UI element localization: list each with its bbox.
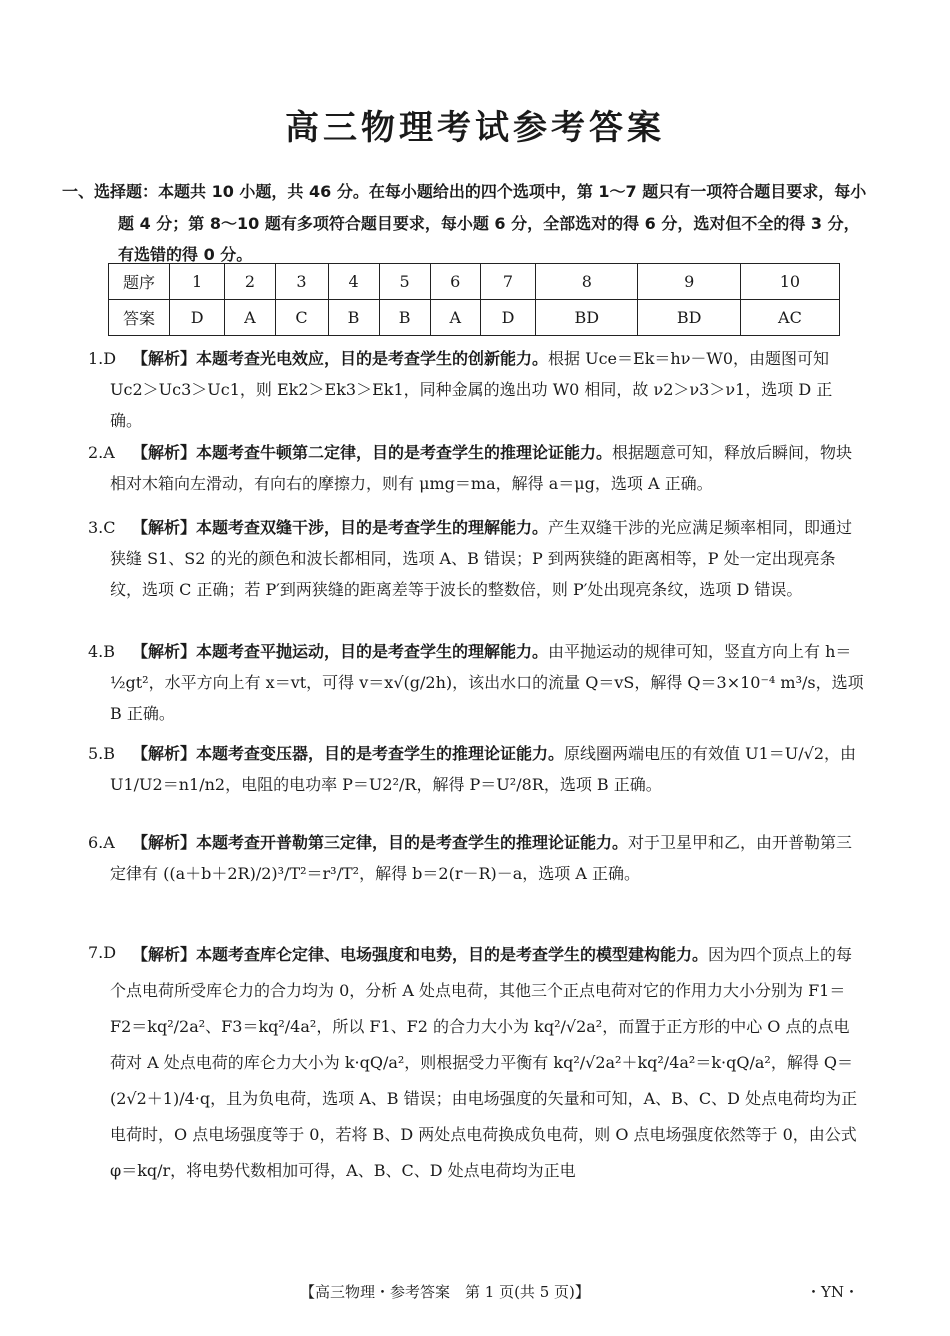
table-cell: B: [328, 300, 379, 336]
answer-item-3: [88, 512, 864, 605]
table-cell: 6: [430, 264, 480, 300]
item-number: 2.A: [88, 443, 115, 462]
answer-item-7: [88, 937, 864, 1189]
page-title: 高三物理考试参考答案: [285, 108, 665, 148]
answer-item-2: [88, 437, 864, 499]
answer-table: [108, 263, 840, 336]
answer-item-1: [88, 343, 864, 436]
item-number: 4.B: [88, 642, 116, 661]
item-text: 对于卫星甲和乙，由开普勒第三定律有 ((a＋b＋2R)/2)³/T²＝r³/T²，解得 b＝2(r－R)－a，选项 A 正确。: [110, 833, 853, 883]
item-text: 原线圈两端电压的有效值 U1＝U/√2，由 U1/U2＝n1/n2，电阻的电功率 P＝U2²/R，解得 P＝U²/8R，选项 B 正确。: [110, 744, 857, 794]
item-tag: 【解析】本题考查变压器，目的是考查学生的推理论证能力。: [132, 744, 565, 763]
table-cell: A: [430, 300, 480, 336]
table-cell: D: [170, 300, 225, 336]
item-text: 由平抛运动的规律可知，竖直方向上有 h＝½gt²，水平方向上有 x＝vt，可得 v＝x√(g/2h)，该出水口的流量 Q＝vS，解得 Q＝3×10⁻⁴ m³/s，选项 B 正确。: [110, 642, 864, 723]
item-text: 产生双缝干涉的光应满足频率相同，即通过狭缝 S1、S2 的光的颜色和波长都相同，选项 A、B 错误；P 到两狭缝的距离相等，P 处一定出现亮条纹，选项 C 正确；若 P′到两狭缝的距离差等于波长的整数倍，则 P′处出现亮条纹，选项 D 错误。: [110, 518, 853, 599]
table-row: [109, 300, 840, 336]
page-footer: 【高三物理・参考答案 第 1 页(共 5 页)】: [300, 1283, 590, 1301]
answer-item-5: [88, 738, 864, 800]
table-cell: 5: [379, 264, 430, 300]
item-text: 因为四个顶点上的每个点电荷所受库仑力的合力均为 0，分析 A 处点电荷，其他三个正点电荷对它的作用力大小分别为 F1＝F2＝kq²/2a²、F3＝kq²/4a²，所以 F1、F2 的合力大小为 kq²/√2a²，而置于正方形的中心 O 点的点电荷对 A 处点电荷的库仑力大小为 k·qQ/a²，则根据受力平衡有 kq²/√2a²＋kq²/4a²＝k·qQ/a²，解得 Q＝(2√2＋1)/4·q，且为负电荷，选项 A、B 错误；由电场强度的矢量和可知，A、B、C、D 处点电荷均为正电荷时，O 点电场强度等于 0，若将 B、D 两处点电荷换成负电荷，则 O 点电场强度依然等于 0，由公式 φ＝kq/r，将电势代数相加可得，A、B、C、D 处点电荷均为正电: [110, 945, 858, 1180]
table-cell: 2: [225, 264, 275, 300]
table-cell: C: [275, 300, 328, 336]
item-number: 6.A: [88, 833, 115, 852]
table-cell: 1: [170, 264, 225, 300]
table-row-label: 题序: [109, 264, 170, 300]
item-number: 1.D: [88, 349, 117, 368]
item-tag: 【解析】本题考查双缝干涉，目的是考查学生的理解能力。: [132, 518, 549, 537]
item-tag: 【解析】本题考查平抛运动，目的是考查学生的理解能力。: [132, 642, 549, 661]
table-row-label: 答案: [109, 300, 170, 336]
table-cell: 9: [638, 264, 740, 300]
table-cell: AC: [740, 300, 839, 336]
table-cell: BD: [638, 300, 740, 336]
table-cell: 8: [536, 264, 638, 300]
table-cell: 7: [480, 264, 535, 300]
table-cell: 4: [328, 264, 379, 300]
table-cell: 3: [275, 264, 328, 300]
item-tag: 【解析】本题考查库仑定律、电场强度和电势，目的是考查学生的模型建构能力。: [132, 945, 709, 964]
item-number: 7.D: [88, 943, 117, 962]
table-cell: D: [480, 300, 535, 336]
answer-item-6: [88, 827, 864, 889]
item-text: 根据题意可知，释放后瞬间，物块相对木箱向左滑动，有向右的摩擦力，则有 μmg＝ma，解得 a＝μg，选项 A 正确。: [110, 443, 853, 493]
page-code: ・YN・: [806, 1283, 860, 1301]
table-cell: 10: [740, 264, 839, 300]
item-tag: 【解析】本题考查光电效应，目的是考查学生的创新能力。: [132, 349, 549, 368]
table-cell: B: [379, 300, 430, 336]
item-tag: 【解析】本题考查牛顿第二定律，目的是考查学生的推理论证能力。: [132, 443, 613, 462]
section-heading: [62, 176, 872, 271]
table-row: [109, 264, 840, 300]
table-cell: BD: [536, 300, 638, 336]
item-number: 5.B: [88, 744, 116, 763]
section-heading-text: 一、选择题：本题共 10 小题，共 46 分。在每小题给出的四个选项中，第 1～7 题只有一项符合题目要求，每小题 4 分；第 8～10 题有多项符合题目要求，每小题 6 分，全部选对的得 6 分，选对但不全的得 3 分，有选错的得 0 分。: [62, 182, 867, 264]
table-cell: A: [225, 300, 275, 336]
item-number: 3.C: [88, 518, 116, 537]
item-text: 根据 Uce＝Ek＝hν－W0，由题图可知 Uc2＞Uc3＞Uc1，则 Ek2＞Ek3＞Ek1，同种金属的逸出功 W0 相同，故 ν2＞ν3＞ν1，选项 D 正确。: [110, 349, 833, 430]
answer-item-4: [88, 636, 864, 729]
item-tag: 【解析】本题考查开普勒第三定律，目的是考查学生的推理论证能力。: [132, 833, 629, 852]
